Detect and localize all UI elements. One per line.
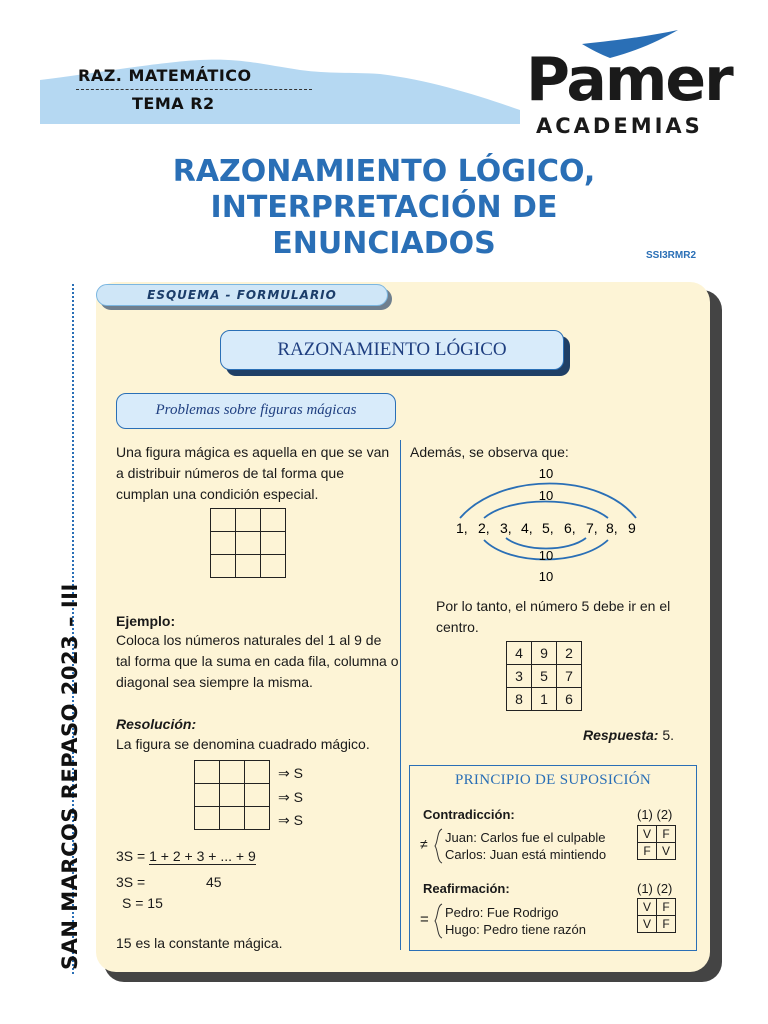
brace-icon [433, 903, 443, 939]
cell: 1 [532, 688, 557, 711]
cell: 3 [507, 665, 532, 688]
equation-result: S = 15 [122, 895, 163, 911]
title-line-1: RAZONAMIENTO LÓGICO, [172, 154, 596, 189]
seq-8: 8, [606, 520, 618, 536]
section-title: RAZONAMIENTO LÓGICO [220, 330, 564, 370]
truth-cell: F [657, 899, 676, 916]
title-line-3: ENUNCIADOS [272, 226, 496, 261]
observation-intro: Además, se observa que: [410, 444, 569, 460]
empty-grid [210, 508, 286, 578]
column-divider [400, 440, 401, 950]
cell: 5 [532, 665, 557, 688]
sum-label: 10 [538, 569, 554, 584]
truth-cell: V [638, 826, 657, 843]
row-sum-arrows [278, 762, 303, 833]
example-title: Ejemplo: [116, 613, 176, 629]
section-tab: ESQUEMA - FORMULARIO [96, 284, 388, 306]
magic-square-solution [506, 641, 582, 711]
answer-value: 5. [662, 727, 675, 743]
contradiction-line-2: Carlos: Juan está mintiendo [445, 847, 607, 862]
cell: 6 [557, 688, 582, 711]
title-line-2: INTERPRETACIÓN DE [210, 190, 558, 225]
subsection-title: Problemas sobre figuras mágicas [116, 393, 396, 429]
equation-value: 45 [206, 874, 222, 890]
cell: 4 [507, 642, 532, 665]
answer [583, 727, 674, 743]
cell: 7 [557, 665, 582, 688]
truth-cell: V [638, 899, 657, 916]
subject-label: RAZ. MATEMÁTICO [78, 66, 252, 85]
topic-label: TEMA R2 [132, 94, 215, 113]
conclusion-text: Por lo tanto, el número 5 debe ir en el centro. [436, 598, 671, 635]
cell: 9 [532, 642, 557, 665]
truth-cell: F [657, 916, 676, 933]
sum-label: 10 [538, 466, 554, 481]
seq-7: 7, [586, 520, 598, 536]
sum-label: 10 [538, 548, 554, 563]
truth-cell: F [657, 826, 676, 843]
reaffirmation-truth-table [637, 898, 676, 933]
contradiction-title: Contradicción: [423, 807, 515, 822]
cell: 2 [557, 642, 582, 665]
contradiction-truth-table [637, 825, 676, 860]
not-equal-symbol: ≠ [420, 836, 428, 852]
resolution-title: Resolución: [116, 716, 197, 732]
sum-label: 10 [538, 488, 554, 503]
brace-icon [433, 828, 443, 864]
document-code: SSI3RMR2 [646, 250, 697, 261]
answer-label: Respuesta: [583, 727, 659, 743]
truth-cell: F [638, 843, 657, 860]
seq-1: 1, [456, 520, 468, 536]
equation-lhs: 3S = [116, 848, 150, 864]
reaffirmation-line-2: Hugo: Pedro tiene razón [445, 922, 586, 937]
intro-paragraph: Una figura mágica es aquella en que se van a distribuir números de tal forma que cumplan una condición especial. [116, 444, 390, 502]
logo-wordmark: Pamer [526, 45, 732, 115]
equation-lhs-2: 3S = [116, 874, 146, 890]
seq-6: 6, [564, 520, 576, 536]
reaffirmation-title: Reafirmación: [423, 881, 510, 896]
header-divider [76, 89, 312, 90]
seq-2: 2, [478, 520, 490, 536]
contradiction-header: (1) (2) [637, 807, 673, 822]
seq-4: 4, [521, 520, 533, 536]
seq-9: 9 [628, 520, 636, 536]
equation-series: 1 + 2 + 3 + ... + 9 [149, 848, 256, 864]
truth-cell: V [638, 916, 657, 933]
magic-square-empty [194, 760, 270, 830]
arc-3-7 [506, 538, 586, 549]
pair-sum-diagram [440, 462, 660, 590]
resolution-body: La figura se denomina cuadrado mágico. [116, 736, 370, 752]
example-body: Coloca los números naturales del 1 al 9 de tal forma que la suma en cada fila, columna o diagonal sea siempre la misma. [116, 632, 399, 690]
magic-constant: 15 es la constante mágica. [116, 935, 283, 951]
row-sum-arrow: ⇒ S [278, 788, 303, 805]
arc-2-8 [484, 502, 608, 519]
reaffirmation-line-1: Pedro: Fue Rodrigo [445, 905, 559, 920]
side-label: SAN MARCOS REPASO 2023 – III [58, 583, 82, 970]
truth-cell: V [657, 843, 676, 860]
page-title [84, 154, 684, 262]
contradiction-line-1: Juan: Carlos fue el culpable [445, 830, 606, 845]
row-sum-arrow: ⇒ S [278, 812, 303, 828]
cell: 8 [507, 688, 532, 711]
principle-title: PRINCIPIO DE SUPOSICIÓN [454, 772, 652, 788]
equal-symbol: = [420, 911, 429, 928]
row-sum-arrow: ⇒ S [278, 765, 303, 781]
reaffirmation-header: (1) (2) [637, 881, 673, 896]
seq-3: 3, [500, 520, 512, 536]
logo-subtitle: ACADEMIAS [536, 114, 703, 138]
equation-sum [116, 846, 256, 867]
seq-5: 5, [542, 520, 554, 536]
